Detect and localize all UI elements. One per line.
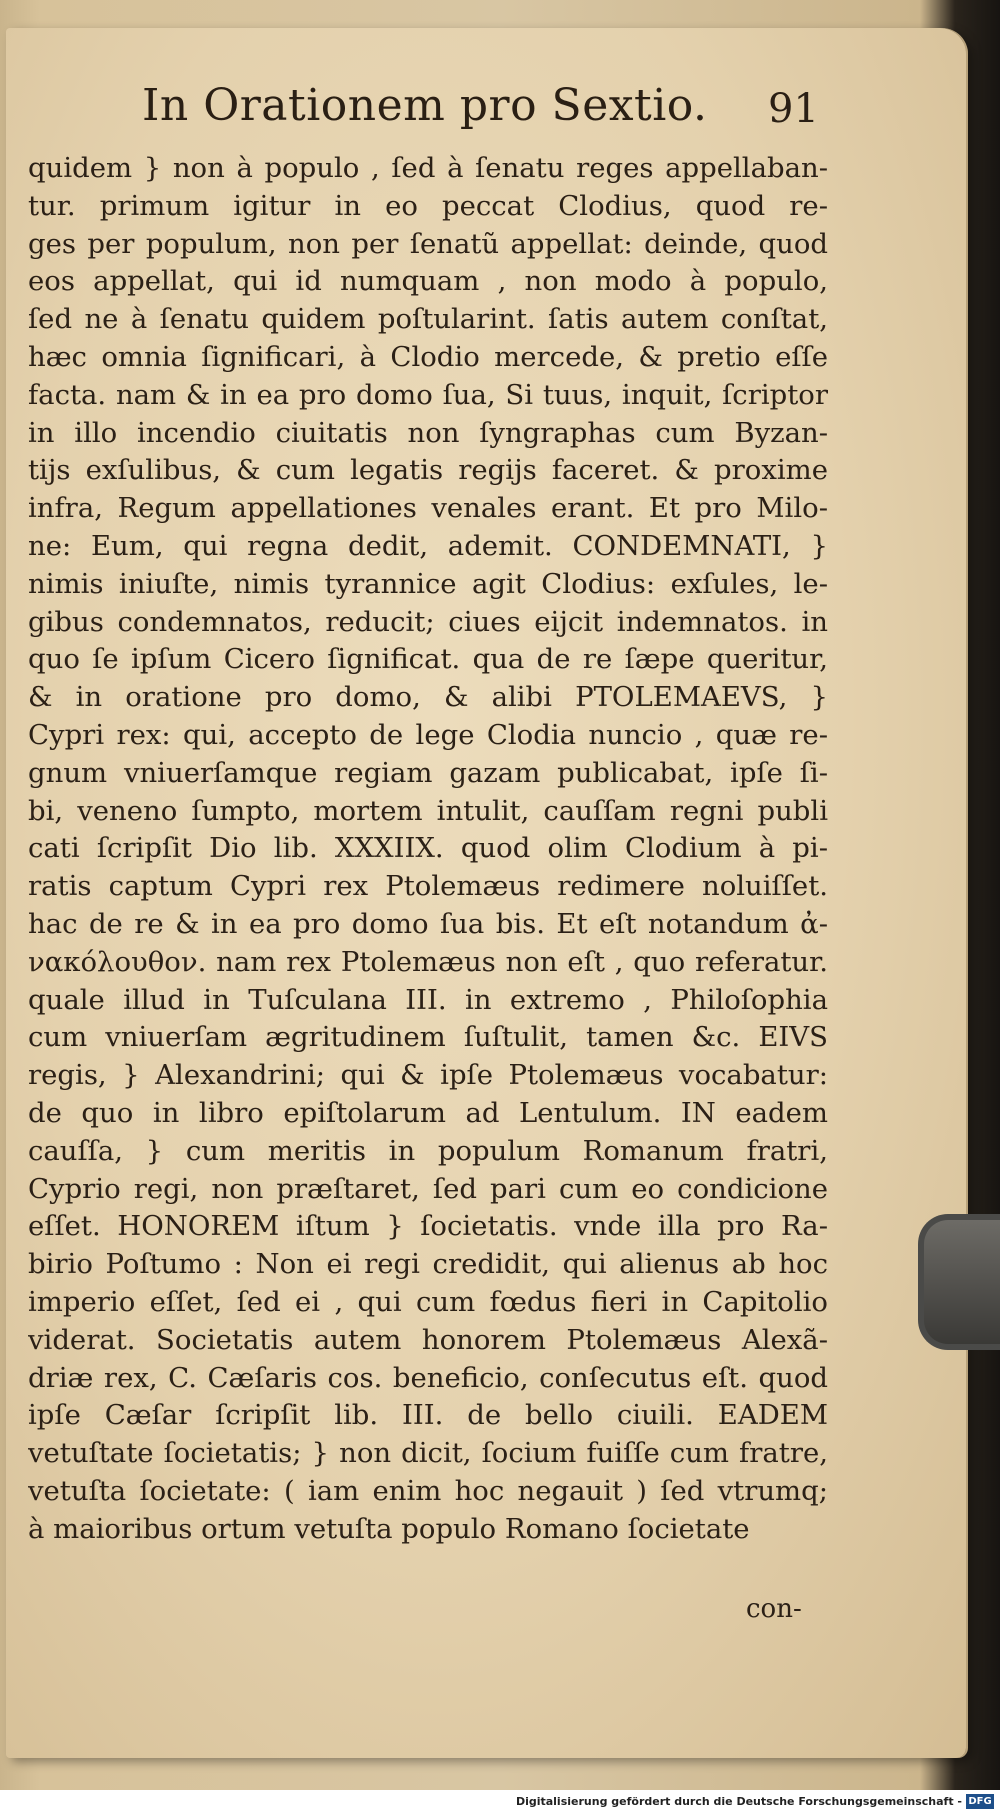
text-line: ne: Eum, qui regna dedit, ademit. CONDEMNATI, } bbox=[28, 529, 828, 562]
footer-bar bbox=[0, 1790, 1000, 1814]
text-line: quidem } non à populo , ſed à ſenatu reges appellaban- bbox=[28, 152, 828, 184]
text-line: ſed ne à ſenatu quidem poſtularint. ſatis autem conſtat, bbox=[28, 303, 828, 336]
page-number: 91 bbox=[768, 86, 819, 132]
text-line: imperio eſſet, ſed ei , qui cum fœdus fieri in Capitolio bbox=[28, 1285, 828, 1318]
text-line: & in oratione pro domo, & alibi PTOLEMAEVS, } bbox=[28, 681, 828, 714]
text-line: eſſet. HONOREM iſtum } ſocietatis. vnde illa pro Ra- bbox=[28, 1210, 828, 1243]
running-title: In Orationem pro Sextio. bbox=[142, 80, 708, 131]
text-line: Cypri rex: qui, accepto de lege Clodia nuncio , quæ re- bbox=[28, 718, 828, 751]
text-line: infra, Regum appellationes venales erant. Et pro Milo- bbox=[28, 492, 828, 525]
text-line: quale illud in Tuſculana III. in extremo , Philoſophia bbox=[28, 983, 828, 1016]
text-line: viderat. Societatis autem honorem Ptolemæus Alexã- bbox=[28, 1323, 828, 1356]
text-line: quo ſe ipſum Cicero ſignificat. qua de re ſæpe queritur, bbox=[28, 643, 828, 676]
text-line: nimis iniuſte, nimis tyrannice agit Clodius: exſules, le- bbox=[28, 567, 828, 600]
text-line: cum vniuerſam ægritudinem ſuſtulit, tamen &c. EIVS bbox=[28, 1021, 828, 1054]
text-line: Cyprio regi, non præſtaret, ſed pari cum eo condicione bbox=[28, 1172, 828, 1205]
text-line: à maioribus ortum vetuſta populo Romano ſocietate bbox=[28, 1512, 750, 1545]
text-line: driæ rex, C. Cæſaris cos. beneficio, conſecutus eſt. quod bbox=[28, 1361, 828, 1394]
text-line: gnum vniuerſamque regiam gazam publicabat, ipſe ſi- bbox=[28, 756, 828, 789]
body-text bbox=[28, 150, 828, 1548]
text-line: νακόλουθον. nam rex Ptolemæus non eſt , quo referatur. bbox=[28, 945, 828, 978]
text-line: birio Poſtumo : Non ei regi credidit, qui alienus ab hoc bbox=[28, 1248, 828, 1281]
text-line: tijs exſulibus, & cum legatis regijs faceret. & proxime bbox=[28, 454, 828, 487]
text-line: hac de re & in ea pro domo ſua bis. Et eſt notandum ἀ- bbox=[28, 907, 828, 940]
page-header bbox=[6, 80, 966, 150]
book-page bbox=[6, 28, 966, 1758]
text-line: bi, veneno ſumpto, mortem intulit, cauſſam regni publi bbox=[28, 794, 828, 827]
text-line: vetuſta ſocietate: ( iam enim hoc negauit ) ſed vtrumq; bbox=[28, 1474, 828, 1507]
catchword: con- bbox=[746, 1594, 802, 1624]
text-line: ges per populum, non per ſenatũ appellat: deinde, quod bbox=[28, 227, 828, 260]
text-line: facta. nam & in ea pro domo ſua, Si tuus, inquit, ſcriptor bbox=[28, 378, 828, 411]
text-line: ipſe Cæſar ſcripſit lib. III. de bello ciuili. EADEM bbox=[28, 1399, 828, 1432]
text-line: cauſſa, } cum meritis in populum Romanum fratri, bbox=[28, 1134, 828, 1167]
text-line: tur. primum igitur in eo peccat Clodius, quod re- bbox=[28, 189, 828, 222]
digitization-credit: Digitalisierung gefördert durch die Deutsche Forschungsgemeinschaft - bbox=[515, 1795, 962, 1808]
book-clasp bbox=[918, 1214, 1000, 1350]
text-line: vetuſtate ſocietatis; } non dicit, ſocium fuiſſe cum fratre, bbox=[28, 1437, 828, 1470]
text-line: in illo incendio ciuitatis non ſyngraphas cum Byzan- bbox=[28, 416, 828, 449]
text-line: eos appellat, qui id numquam , non modo à populo, bbox=[28, 265, 828, 298]
text-line: de quo in libro epiſtolarum ad Lentulum. IN eadem bbox=[28, 1096, 828, 1129]
dfg-logo: DFG bbox=[966, 1794, 994, 1809]
text-line: gibus condemnatos, reducit; ciues eijcit indemnatos. in bbox=[28, 605, 828, 638]
text-line: ratis captum Cypri rex Ptolemæus redimere noluiſſet. bbox=[28, 870, 828, 903]
text-line: regis, } Alexandrini; qui & ipſe Ptolemæus vocabatur: bbox=[28, 1059, 828, 1092]
text-line: hæc omnia ſignificari, à Clodio mercede, & pretio eſſe bbox=[28, 340, 828, 373]
text-line: cati ſcripſit Dio lib. XXXIIX. quod olim Clodium à pi- bbox=[28, 832, 828, 865]
